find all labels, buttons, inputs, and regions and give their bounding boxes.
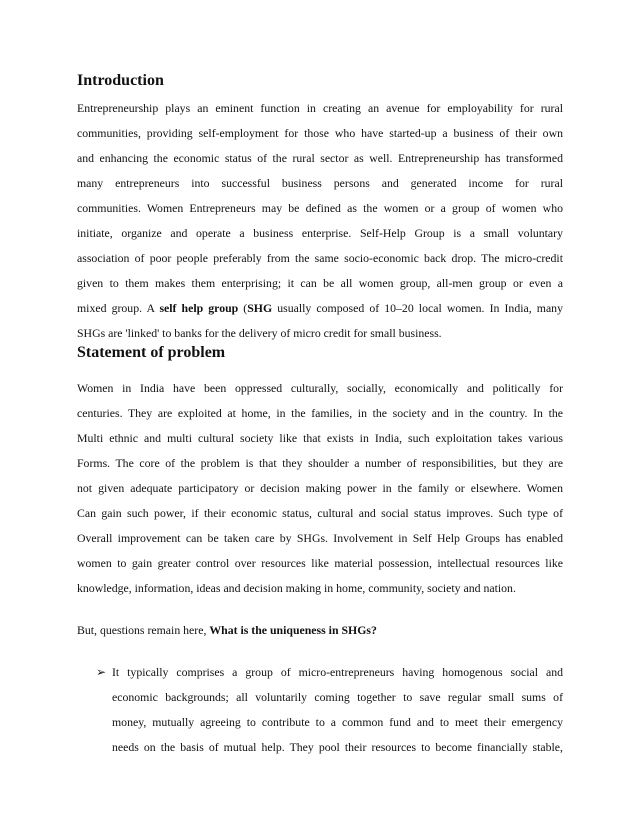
intro-line-6: initiate, organize and operate a business enterprise. Self-Help Group is a small voluntary [77, 226, 563, 240]
bullet-line-1: It typically comprises a group of micro-entrepreneurs having homogenous social and [112, 665, 563, 679]
intro-line-2: communities, providing self-employment for those who have started-up a business of their own [77, 126, 563, 140]
problem-line-1: Women in India have been oppressed culturally, socially, economically and politically for [77, 381, 563, 395]
problem-line-7: Overall improvement can be taken care by SHGs. Involvement in Self Help Groups has enabled [77, 531, 563, 545]
problem-line-6: Can gain such power, if their economic status, cultural and social status improves. Such type of [77, 506, 563, 520]
intro-line-9-text-a: mixed group. A [77, 301, 160, 315]
intro-line-1: Entrepreneurship plays an eminent function in creating an avenue for employability for rural [77, 101, 563, 115]
intro-line-3: and enhancing the economic status of the rural sector as well. Entrepreneurship has transformed [77, 151, 563, 165]
question-line [77, 622, 563, 638]
shg-term-bold: self help group [159, 301, 239, 315]
problem-line-3: Multi ethnic and multi cultural society like that exists in India, such exploitation takes various [77, 431, 563, 445]
shg-abbr-bold: SHG [247, 301, 273, 315]
bullet-line-2: economic backgrounds; all voluntarily coming together to save regular small sums of [112, 690, 563, 704]
problem-line-2: centuries. They are exploited at home, in the families, in the society and in the country. In the [77, 406, 563, 420]
intro-line-4: many entrepreneurs into successful business persons and generated income for rural [77, 176, 563, 190]
bullet-line-3: money, mutually agreeing to contribute to a common fund and to meet their emergency [112, 715, 563, 729]
arrow-bullet-icon: ➢ [96, 665, 107, 679]
problem-line-9: knowledge, information, ideas and decision making in home, community, society and nation. [77, 581, 516, 595]
intro-line-7: association of poor people preferably from the same socio-economic back drop. The micro-credit [77, 251, 563, 265]
intro-line-9 [77, 300, 563, 316]
intro-line-5: communities. Women Entrepreneurs may be defined as the women or a group of women who [77, 201, 563, 215]
problem-line-8: women to gain greater control over resources like material possession, intellectual resources like [77, 556, 563, 570]
problem-heading: Statement of problem [77, 344, 226, 361]
question-bold: What is the uniqueness in SHGs? [209, 623, 377, 637]
intro-line-10: SHGs are 'linked' to banks for the delivery of micro credit for small business. [77, 326, 442, 340]
bullet-line-4: needs on the basis of mutual help. They pool their resources to become financially stable, [112, 740, 563, 754]
problem-line-4: Forms. The core of the problem is that they shoulder a number of responsibilities, but they are [77, 456, 563, 470]
intro-line-9-text-b: ( [238, 301, 248, 315]
intro-line-9-text-c: usually composed of 10–20 local women. In India, many [272, 301, 563, 315]
problem-line-5: not given adequate participatory or decision making power in the family or elsewhere. Women [77, 481, 563, 495]
introduction-heading: Introduction [77, 72, 164, 89]
question-prefix: But, questions remain here, [77, 623, 210, 637]
intro-line-8: given to them makes them enterprising; it can be all women group, all-men group or even a [77, 276, 563, 290]
